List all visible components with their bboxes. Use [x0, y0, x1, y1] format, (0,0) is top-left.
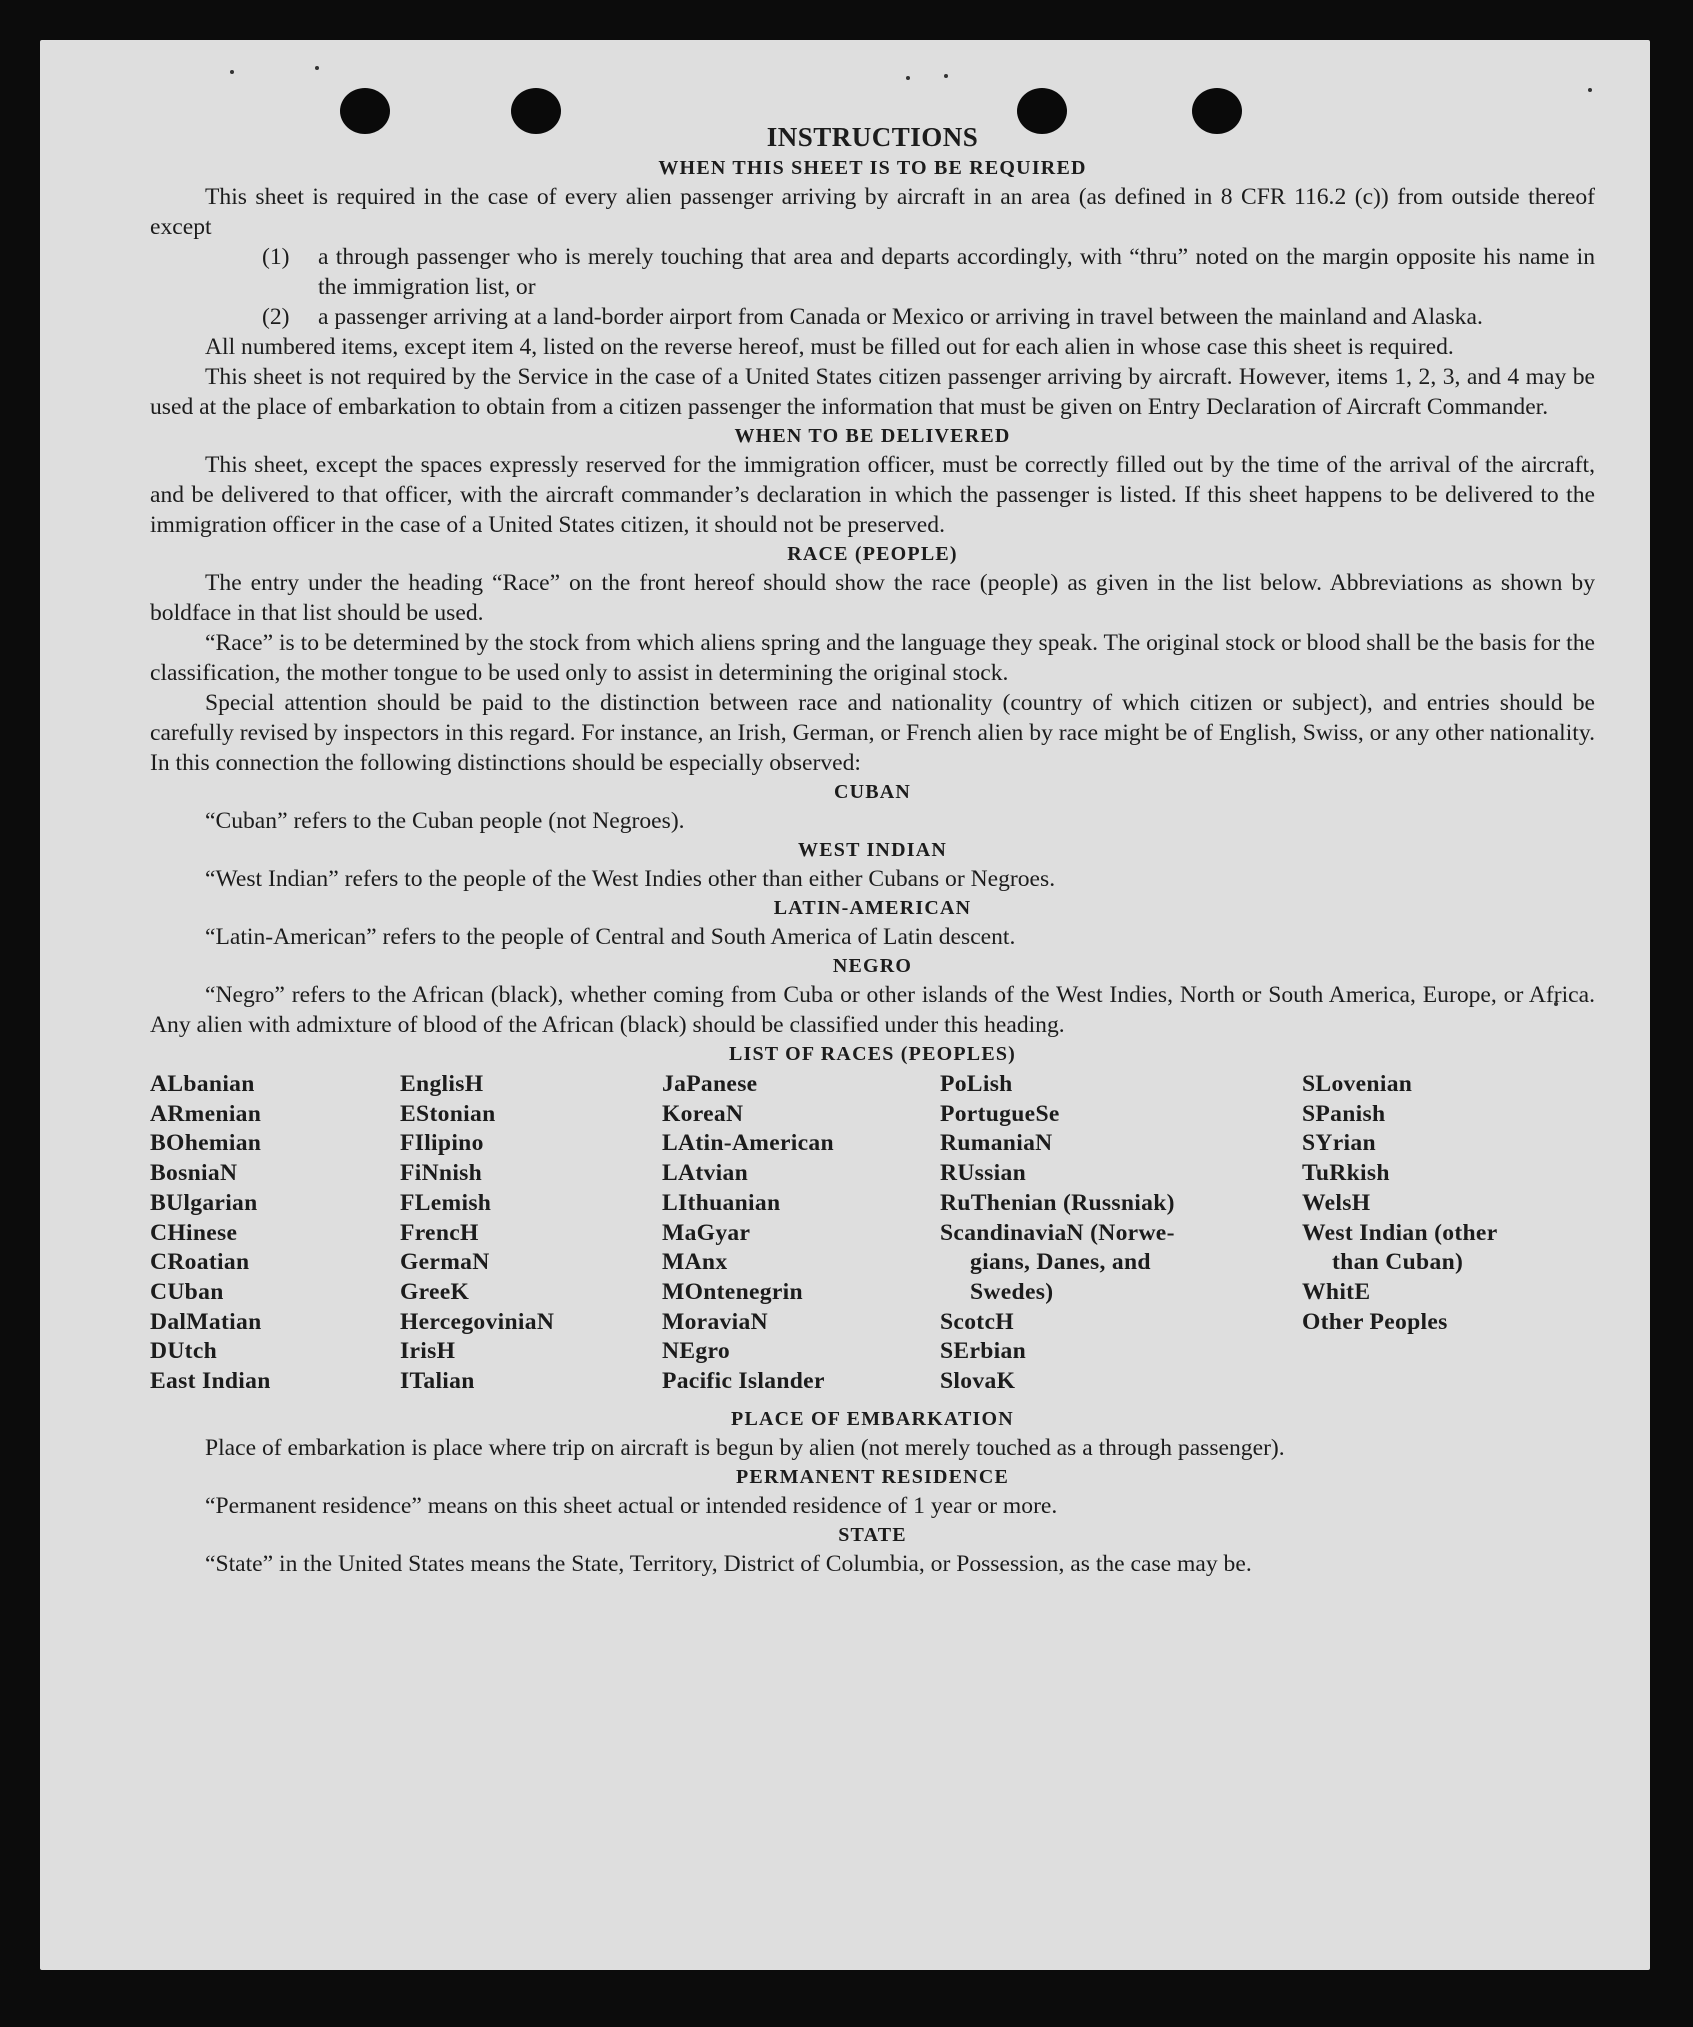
race-entry: SYrian [1302, 1130, 1376, 1157]
heading-race: RACE (PEOPLE) [787, 543, 958, 565]
race-entry: JaPanese [662, 1071, 758, 1097]
race-column [940, 1070, 1302, 1397]
race-entry: IrisH [400, 1338, 456, 1365]
race-entry: WelsH [1302, 1189, 1371, 1216]
definition-embarkation: Place of embarkation is place where trip on aircraft is begun by alien (not merely touched as a through passenger). [205, 1434, 1285, 1461]
race-entry: FIlipino [400, 1130, 484, 1157]
race-entry: ScotcH [940, 1308, 1014, 1335]
race-entry: RumaniaN [940, 1130, 1053, 1157]
scan-speck [906, 76, 910, 80]
paragraph-race-entry: The entry under the heading “Race” on the front hereof should show the race (people) as given in the list below. Abbreviations as shown by boldface in that list should be used. [150, 570, 1595, 626]
race-list [150, 1070, 1595, 1397]
race-entry: DalMatian [150, 1308, 262, 1335]
page-title: INSTRUCTIONS [766, 122, 979, 152]
race-entry: KoreaN [662, 1100, 744, 1127]
paragraph-numbered-items: All numbered items, except item 4, listed on the reverse hereof, must be filled out for each alien in whose case this sheet is required. [205, 334, 1454, 360]
definition-negro: “Negro” refers to the African (black), whether coming from Cuba or other islands of the West Indies, North or South America, Europe, or Africa. Any alien with admixture of blood of the African (black) should be classified under this heading. [150, 982, 1595, 1038]
race-entry: WhitE [1302, 1278, 1371, 1305]
heading-embarkation: PLACE OF EMBARKATION [731, 1407, 1014, 1430]
race-entry: PortugueSe [940, 1100, 1060, 1127]
heading-latin-american: LATIN-AMERICAN [773, 897, 972, 919]
race-entry: CHinese [150, 1219, 238, 1246]
race-entry: BUlgarian [150, 1189, 258, 1216]
definition-cuban: “Cuban” refers to the Cuban people (not Negroes). [205, 808, 685, 834]
item-number: (2) [262, 304, 290, 330]
paragraph-delivered: This sheet, except the spaces expressly reserved for the immigration officer, must be correctly filled out by the time of the arrival of the aircraft, and be delivered to that officer, with the aircraft commander’s declaration in which the passenger is listed. If this sheet happens to be delivered to the immigration officer in the case of a United States citizen, it should not be preserved. [150, 452, 1595, 538]
heading-west-indian: WEST INDIAN [798, 839, 947, 861]
scan-speck [315, 66, 319, 70]
race-entry: LAtvian [662, 1160, 749, 1187]
race-entry: MAnx [662, 1249, 728, 1276]
race-entry: LAtin-American [662, 1130, 834, 1157]
race-entry: gians, Danes, and [970, 1249, 1151, 1276]
race-entry: SLovenian [1302, 1071, 1413, 1097]
race-entry: Pacific Islander [662, 1368, 825, 1395]
heading-delivered: WHEN TO BE DELIVERED [734, 425, 1011, 447]
definition-permanent-residence: “Permanent residence” means on this sheet actual or intended residence of 1 year or more. [205, 1492, 1058, 1519]
exception-item-1 [150, 242, 1595, 302]
race-entry: Swedes) [970, 1278, 1054, 1305]
document-page [40, 40, 1650, 1970]
paragraph-required-intro: This sheet is required in the case of every alien passenger arriving by aircraft in an area (as defined in 8 CFR 116.2 (c)) from outside thereof except [150, 184, 1595, 240]
race-entry: ARmenian [150, 1100, 262, 1127]
race-entry: BosniaN [150, 1160, 238, 1187]
race-entry: Other Peoples [1302, 1308, 1448, 1335]
race-entry: RUssian [940, 1160, 1027, 1187]
definition-latin-american: “Latin-American” refers to the people of Central and South America of Latin descent. [205, 924, 1016, 950]
race-entry: NEgro [662, 1338, 730, 1365]
definition-west-indian: “West Indian” refers to the people of the West Indies other than either Cubans or Negroes. [205, 866, 1056, 892]
heading-list-of-races: LIST OF RACES (PEOPLES) [728, 1043, 1017, 1065]
race-entry: CRoatian [150, 1249, 250, 1276]
race-entry: CUban [150, 1278, 224, 1305]
race-entry: FiNnish [400, 1160, 483, 1187]
race-entry: GreeK [400, 1278, 470, 1305]
race-column [150, 1070, 400, 1397]
heading-negro: NEGRO [832, 955, 913, 977]
race-entry: EStonian [400, 1100, 496, 1127]
exception-item-2 [150, 302, 1595, 332]
race-entry: LIthuanian [662, 1189, 781, 1216]
race-entry: FLemish [400, 1189, 492, 1216]
paragraph-race-stock: “Race” is to be determined by the stock from which aliens spring and the language they speak. The original stock or blood shall be the basis for the classification, the mother tongue to be used only to assist in determining the original stock. [150, 630, 1595, 686]
race-entry: than Cuban) [1332, 1249, 1464, 1276]
race-entry: SPanish [1302, 1100, 1386, 1127]
paragraph-citizen: This sheet is not required by the Service in the case of a United States citizen passenger arriving by aircraft. However, items 1, 2, 3, and 4 may be used at the place of embarkation to obtain from a citizen passenger the information that must be given on Entry Declaration of Aircraft Commander. [150, 364, 1595, 420]
race-entry: BOhemian [150, 1130, 262, 1157]
heading-state: STATE [838, 1523, 907, 1546]
race-entry: HercegoviniaN [400, 1308, 555, 1335]
race-entry: SlovaK [940, 1368, 1016, 1395]
race-column [1302, 1070, 1595, 1397]
item-text: a passenger arriving at a land-border airport from Canada or Mexico or arriving in travel between the mainland and Alaska. [318, 304, 1483, 330]
race-entry: MoraviaN [662, 1308, 768, 1335]
race-entry: MaGyar [662, 1219, 751, 1246]
heading-permanent-residence: PERMANENT RESIDENCE [735, 1465, 1010, 1488]
race-entry: ITalian [400, 1368, 475, 1395]
item-text: a through passenger who is merely touching that area and departs accordingly, with “thru” noted on the margin opposite his name in the immigration list, or [318, 244, 1595, 300]
race-entry: MOntenegrin [662, 1278, 803, 1305]
race-entry: ScandinaviaN (Norwe- [940, 1219, 1175, 1246]
race-entry: PoLish [940, 1071, 1013, 1097]
heading-required: WHEN THIS SHEET IS TO BE REQUIRED [658, 157, 1087, 179]
race-entry: SErbian [940, 1338, 1027, 1365]
race-column [400, 1070, 662, 1397]
scan-speck [944, 74, 948, 78]
definition-state: “State” in the United States means the State, Territory, District of Columbia, or Possession, as the case may be. [205, 1550, 1252, 1577]
race-entry: TuRkish [1302, 1160, 1390, 1187]
race-entry: East Indian [150, 1368, 271, 1395]
heading-cuban: CUBAN [833, 781, 912, 803]
paragraph-race-nationality: Special attention should be paid to the distinction between race and nationality (country of which citizen or subject), and entries should be carefully revised by inspectors in this regard. For instance, an Irish, German, or French alien by race might be of English, Swiss, or any other nationality. In this connection the following distinctions should be especially observed: [150, 690, 1595, 776]
race-entry: West Indian (other [1302, 1219, 1498, 1246]
race-entry: FrencH [400, 1219, 479, 1246]
race-entry: DUtch [150, 1338, 218, 1365]
race-entry: EnglisH [400, 1071, 484, 1097]
instructions-text [150, 122, 1595, 1579]
scan-speck [1588, 88, 1592, 92]
race-entry: GermaN [400, 1249, 490, 1276]
race-entry: ALbanian [150, 1071, 255, 1097]
race-entry: RuThenian (Russniak) [940, 1189, 1175, 1216]
item-number: (1) [262, 244, 290, 270]
scan-speck [230, 70, 234, 74]
race-column [662, 1070, 940, 1397]
